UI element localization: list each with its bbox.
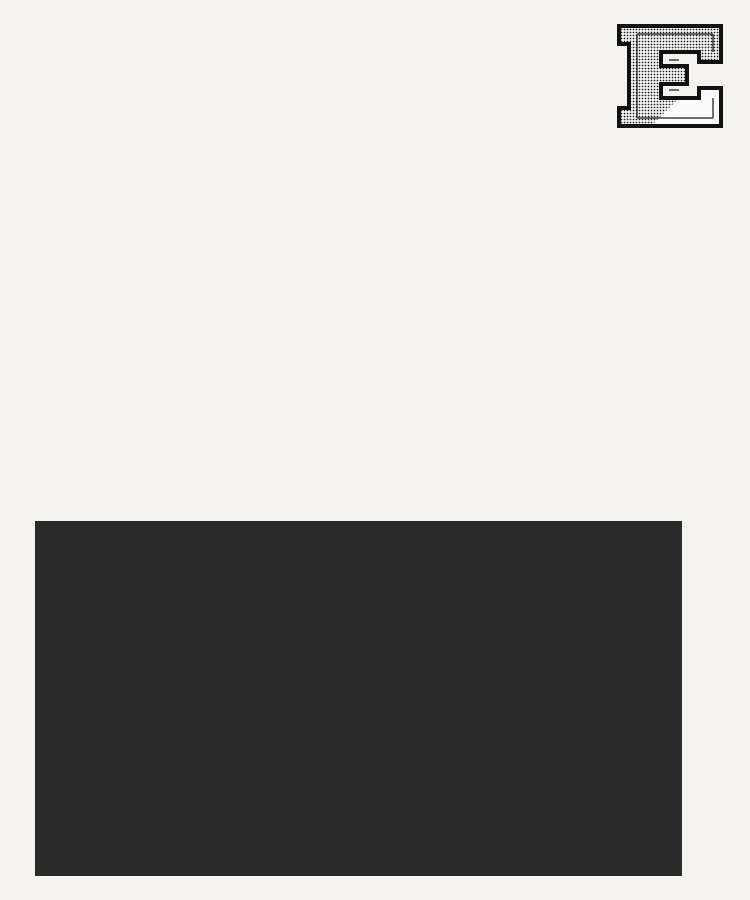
team-photo: [35, 521, 682, 876]
article-right-column: [394, 143, 672, 149]
article-left-column: [37, 143, 315, 149]
block-letter-e-icon: [617, 22, 725, 130]
